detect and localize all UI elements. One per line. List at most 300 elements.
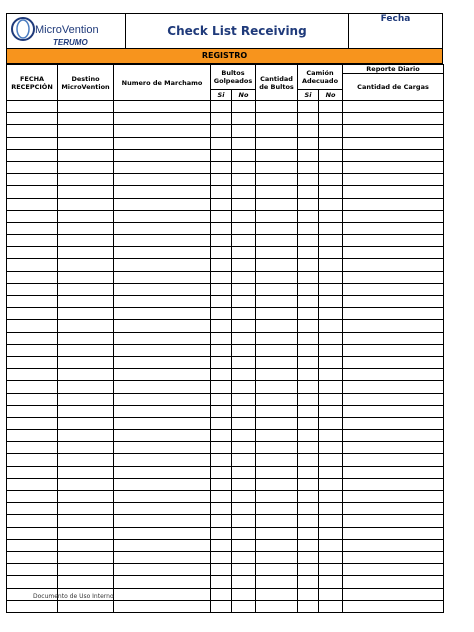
table-cell[interactable] [211,588,232,600]
table-cell[interactable] [211,271,232,283]
table-cell[interactable] [319,515,343,527]
table-cell[interactable] [232,503,256,515]
table-cell[interactable] [232,113,256,125]
table-cell[interactable] [232,125,256,137]
table-cell[interactable] [232,527,256,539]
table-cell[interactable] [256,320,298,332]
table-cell[interactable] [7,296,58,308]
table-cell[interactable] [256,478,298,490]
table-cell[interactable] [114,296,211,308]
table-cell[interactable] [256,137,298,149]
table-cell[interactable] [7,149,58,161]
table-cell[interactable] [343,503,444,515]
table-cell[interactable] [7,101,58,113]
table-cell[interactable] [343,381,444,393]
table-cell[interactable] [232,564,256,576]
table-cell[interactable] [58,551,114,563]
table-cell[interactable] [256,125,298,137]
table-cell[interactable] [256,344,298,356]
table-cell[interactable] [343,515,444,527]
table-cell[interactable] [114,564,211,576]
table-cell[interactable] [58,344,114,356]
table-cell[interactable] [58,125,114,137]
table-cell[interactable] [232,405,256,417]
table-cell[interactable] [232,600,256,612]
table-cell[interactable] [343,161,444,173]
table-cell[interactable] [319,503,343,515]
table-cell[interactable] [211,454,232,466]
table-cell[interactable] [58,430,114,442]
table-cell[interactable] [114,210,211,222]
table-cell[interactable] [319,393,343,405]
table-cell[interactable] [256,308,298,320]
table-cell[interactable] [58,405,114,417]
table-cell[interactable] [298,101,319,113]
table-cell[interactable] [232,320,256,332]
table-cell[interactable] [256,539,298,551]
table-cell[interactable] [7,551,58,563]
table-cell[interactable] [298,564,319,576]
table-cell[interactable] [211,332,232,344]
table-cell[interactable] [7,259,58,271]
table-cell[interactable] [58,564,114,576]
table-cell[interactable] [211,478,232,490]
table-cell[interactable] [114,478,211,490]
table-cell[interactable] [298,149,319,161]
table-cell[interactable] [211,430,232,442]
table-cell[interactable] [7,210,58,222]
table-cell[interactable] [114,430,211,442]
table-cell[interactable] [343,320,444,332]
table-cell[interactable] [211,600,232,612]
table-cell[interactable] [298,113,319,125]
table-cell[interactable] [298,417,319,429]
table-cell[interactable] [256,527,298,539]
table-cell[interactable] [256,283,298,295]
table-cell[interactable] [232,576,256,588]
table-cell[interactable] [114,174,211,186]
table-cell[interactable] [232,417,256,429]
table-cell[interactable] [343,332,444,344]
table-cell[interactable] [58,174,114,186]
table-cell[interactable] [319,271,343,283]
table-cell[interactable] [343,478,444,490]
table-cell[interactable] [211,113,232,125]
table-cell[interactable] [211,381,232,393]
table-cell[interactable] [114,466,211,478]
table-cell[interactable] [232,356,256,368]
table-cell[interactable] [343,235,444,247]
table-cell[interactable] [298,405,319,417]
table-cell[interactable] [319,186,343,198]
table-cell[interactable] [319,308,343,320]
table-cell[interactable] [298,527,319,539]
table-cell[interactable] [7,271,58,283]
table-cell[interactable] [114,332,211,344]
table-cell[interactable] [256,235,298,247]
table-cell[interactable] [7,369,58,381]
table-cell[interactable] [256,491,298,503]
table-cell[interactable] [298,198,319,210]
table-cell[interactable] [114,320,211,332]
table-cell[interactable] [211,247,232,259]
table-cell[interactable] [343,113,444,125]
table-cell[interactable] [319,113,343,125]
table-cell[interactable] [298,491,319,503]
table-cell[interactable] [298,381,319,393]
table-cell[interactable] [7,393,58,405]
table-cell[interactable] [298,576,319,588]
table-cell[interactable] [298,466,319,478]
table-cell[interactable] [7,381,58,393]
table-cell[interactable] [114,344,211,356]
table-cell[interactable] [7,454,58,466]
table-cell[interactable] [211,344,232,356]
table-cell[interactable] [7,405,58,417]
table-cell[interactable] [256,588,298,600]
table-cell[interactable] [211,466,232,478]
table-cell[interactable] [256,430,298,442]
table-cell[interactable] [211,308,232,320]
table-cell[interactable] [256,564,298,576]
table-cell[interactable] [343,600,444,612]
table-cell[interactable] [58,113,114,125]
table-cell[interactable] [256,174,298,186]
table-cell[interactable] [298,125,319,137]
table-cell[interactable] [7,417,58,429]
table-cell[interactable] [114,600,211,612]
table-cell[interactable] [298,478,319,490]
table-cell[interactable] [232,283,256,295]
table-cell[interactable] [256,210,298,222]
table-cell[interactable] [256,149,298,161]
table-cell[interactable] [298,174,319,186]
table-cell[interactable] [58,503,114,515]
table-cell[interactable] [114,576,211,588]
table-cell[interactable] [58,356,114,368]
table-cell[interactable] [256,247,298,259]
table-cell[interactable] [232,161,256,173]
table-cell[interactable] [7,247,58,259]
table-cell[interactable] [343,174,444,186]
table-cell[interactable] [256,198,298,210]
table-cell[interactable] [319,527,343,539]
table-cell[interactable] [319,405,343,417]
table-cell[interactable] [256,466,298,478]
table-cell[interactable] [298,344,319,356]
table-cell[interactable] [343,101,444,113]
table-cell[interactable] [211,149,232,161]
table-cell[interactable] [58,417,114,429]
table-cell[interactable] [343,576,444,588]
table-cell[interactable] [298,332,319,344]
table-cell[interactable] [58,259,114,271]
table-cell[interactable] [114,125,211,137]
table-cell[interactable] [319,576,343,588]
table-cell[interactable] [343,125,444,137]
table-cell[interactable] [343,149,444,161]
table-cell[interactable] [319,491,343,503]
table-cell[interactable] [232,442,256,454]
table-cell[interactable] [232,393,256,405]
table-cell[interactable] [343,198,444,210]
table-cell[interactable] [343,551,444,563]
table-cell[interactable] [343,283,444,295]
table-cell[interactable] [58,283,114,295]
table-cell[interactable] [7,186,58,198]
table-cell[interactable] [343,588,444,600]
table-cell[interactable] [256,113,298,125]
table-cell[interactable] [298,430,319,442]
table-cell[interactable] [114,308,211,320]
table-cell[interactable] [211,356,232,368]
table-cell[interactable] [7,539,58,551]
table-cell[interactable] [58,478,114,490]
table-cell[interactable] [232,174,256,186]
table-cell[interactable] [319,137,343,149]
fecha-cell[interactable] [349,14,442,48]
table-cell[interactable] [319,417,343,429]
table-cell[interactable] [298,137,319,149]
table-cell[interactable] [7,235,58,247]
table-cell[interactable] [319,259,343,271]
table-cell[interactable] [232,369,256,381]
table-cell[interactable] [319,210,343,222]
table-cell[interactable] [211,515,232,527]
table-cell[interactable] [343,527,444,539]
table-cell[interactable] [298,320,319,332]
table-cell[interactable] [211,405,232,417]
table-cell[interactable] [298,186,319,198]
table-cell[interactable] [319,564,343,576]
table-cell[interactable] [319,296,343,308]
table-cell[interactable] [319,235,343,247]
table-cell[interactable] [7,198,58,210]
table-cell[interactable] [58,491,114,503]
table-cell[interactable] [256,393,298,405]
table-cell[interactable] [319,198,343,210]
table-cell[interactable] [256,271,298,283]
table-cell[interactable] [298,308,319,320]
table-cell[interactable] [319,442,343,454]
table-cell[interactable] [232,308,256,320]
table-cell[interactable] [256,369,298,381]
table-cell[interactable] [343,466,444,478]
table-cell[interactable] [298,247,319,259]
table-cell[interactable] [343,222,444,234]
table-cell[interactable] [256,101,298,113]
table-cell[interactable] [232,235,256,247]
table-cell[interactable] [114,235,211,247]
table-cell[interactable] [7,515,58,527]
table-cell[interactable] [58,600,114,612]
table-cell[interactable] [211,491,232,503]
table-cell[interactable] [232,296,256,308]
table-cell[interactable] [319,149,343,161]
table-cell[interactable] [7,113,58,125]
table-cell[interactable] [298,442,319,454]
table-cell[interactable] [114,491,211,503]
table-cell[interactable] [256,222,298,234]
table-cell[interactable] [114,137,211,149]
table-cell[interactable] [114,149,211,161]
table-cell[interactable] [232,210,256,222]
table-cell[interactable] [298,161,319,173]
table-cell[interactable] [319,247,343,259]
table-cell[interactable] [211,235,232,247]
table-cell[interactable] [232,271,256,283]
table-cell[interactable] [211,442,232,454]
table-cell[interactable] [298,259,319,271]
table-cell[interactable] [58,393,114,405]
table-cell[interactable] [232,259,256,271]
table-cell[interactable] [256,161,298,173]
table-cell[interactable] [58,320,114,332]
table-cell[interactable] [343,259,444,271]
table-cell[interactable] [343,271,444,283]
table-cell[interactable] [114,247,211,259]
table-cell[interactable] [114,198,211,210]
table-cell[interactable] [232,551,256,563]
table-cell[interactable] [211,564,232,576]
table-cell[interactable] [58,308,114,320]
table-cell[interactable] [58,247,114,259]
table-cell[interactable] [343,393,444,405]
table-cell[interactable] [319,101,343,113]
table-cell[interactable] [58,527,114,539]
table-cell[interactable] [114,356,211,368]
table-cell[interactable] [298,235,319,247]
table-cell[interactable] [7,564,58,576]
table-cell[interactable] [232,222,256,234]
table-cell[interactable] [319,588,343,600]
table-cell[interactable] [319,539,343,551]
table-cell[interactable] [298,283,319,295]
table-cell[interactable] [7,174,58,186]
table-cell[interactable] [211,174,232,186]
table-cell[interactable] [7,527,58,539]
table-cell[interactable] [343,137,444,149]
table-cell[interactable] [114,186,211,198]
table-cell[interactable] [58,369,114,381]
table-cell[interactable] [298,600,319,612]
table-cell[interactable] [58,381,114,393]
table-cell[interactable] [232,101,256,113]
table-cell[interactable] [319,161,343,173]
table-cell[interactable] [256,186,298,198]
table-cell[interactable] [211,101,232,113]
table-cell[interactable] [298,539,319,551]
table-cell[interactable] [232,137,256,149]
table-cell[interactable] [7,576,58,588]
table-cell[interactable] [319,551,343,563]
table-cell[interactable] [343,454,444,466]
table-cell[interactable] [319,283,343,295]
table-cell[interactable] [114,527,211,539]
table-cell[interactable] [211,137,232,149]
table-cell[interactable] [256,576,298,588]
table-cell[interactable] [232,381,256,393]
table-cell[interactable] [343,296,444,308]
table-cell[interactable] [319,320,343,332]
table-cell[interactable] [58,149,114,161]
table-cell[interactable] [114,271,211,283]
table-cell[interactable] [7,503,58,515]
table-cell[interactable] [7,222,58,234]
table-cell[interactable] [211,125,232,137]
table-cell[interactable] [256,551,298,563]
table-cell[interactable] [319,600,343,612]
table-cell[interactable] [343,369,444,381]
table-cell[interactable] [343,491,444,503]
table-cell[interactable] [114,454,211,466]
table-cell[interactable] [58,454,114,466]
table-cell[interactable] [343,186,444,198]
table-cell[interactable] [256,259,298,271]
table-cell[interactable] [58,296,114,308]
table-cell[interactable] [58,332,114,344]
table-cell[interactable] [58,576,114,588]
table-cell[interactable] [211,161,232,173]
table-cell[interactable] [211,259,232,271]
table-cell[interactable] [256,417,298,429]
table-cell[interactable] [256,356,298,368]
table-cell[interactable] [58,539,114,551]
table-cell[interactable] [58,442,114,454]
table-cell[interactable] [58,161,114,173]
table-cell[interactable] [343,356,444,368]
table-cell[interactable] [298,222,319,234]
table-cell[interactable] [298,503,319,515]
table-cell[interactable] [7,356,58,368]
table-cell[interactable] [114,283,211,295]
table-cell[interactable] [319,356,343,368]
table-cell[interactable] [58,466,114,478]
table-cell[interactable] [211,198,232,210]
table-cell[interactable] [232,149,256,161]
table-cell[interactable] [211,393,232,405]
table-cell[interactable] [232,478,256,490]
table-cell[interactable] [232,454,256,466]
table-cell[interactable] [256,381,298,393]
table-cell[interactable] [211,186,232,198]
table-cell[interactable] [114,369,211,381]
table-cell[interactable] [232,344,256,356]
table-cell[interactable] [58,235,114,247]
table-cell[interactable] [256,600,298,612]
table-cell[interactable] [232,588,256,600]
table-cell[interactable] [232,539,256,551]
table-cell[interactable] [7,442,58,454]
table-cell[interactable] [298,588,319,600]
table-cell[interactable] [298,393,319,405]
table-cell[interactable] [58,101,114,113]
table-cell[interactable] [58,137,114,149]
table-cell[interactable] [343,210,444,222]
table-cell[interactable] [298,356,319,368]
table-cell[interactable] [232,186,256,198]
table-cell[interactable] [7,283,58,295]
table-cell[interactable] [114,259,211,271]
table-cell[interactable] [211,210,232,222]
table-cell[interactable] [114,503,211,515]
table-cell[interactable] [114,588,211,600]
table-cell[interactable] [319,381,343,393]
table-cell[interactable] [211,539,232,551]
table-cell[interactable] [319,369,343,381]
table-cell[interactable] [7,125,58,137]
table-cell[interactable] [256,515,298,527]
